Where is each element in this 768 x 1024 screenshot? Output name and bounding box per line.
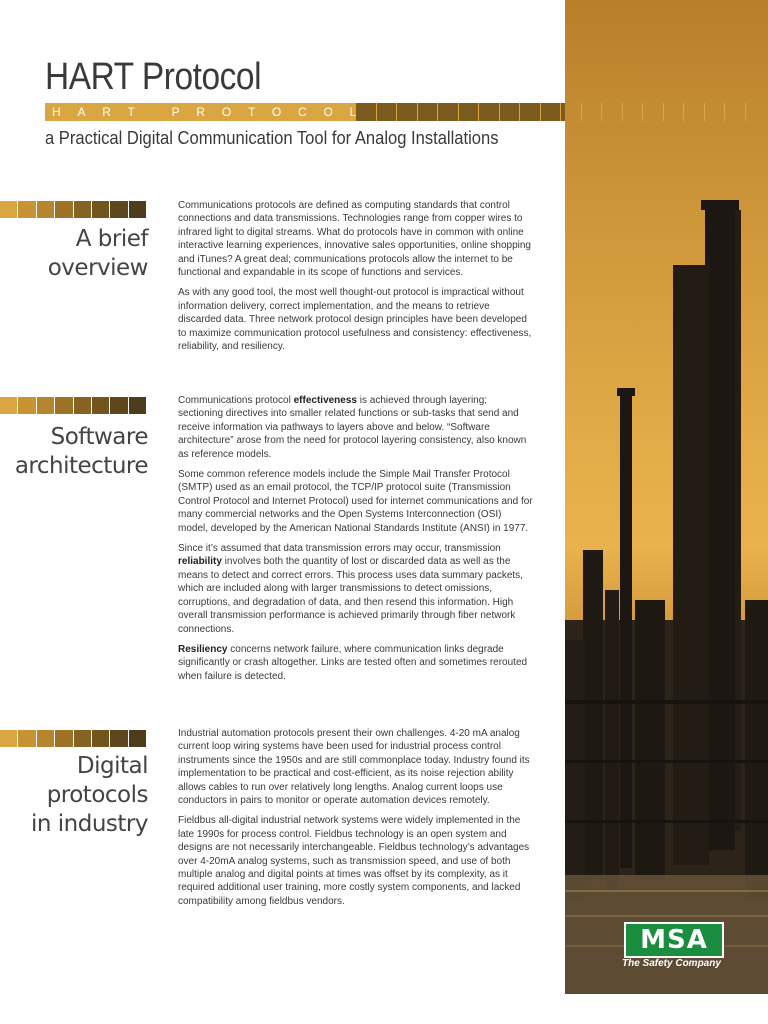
paragraph: Some common reference models include the Simple Mail Transfer Protocol (SMTP) used as an email protocol, the TCP/IP protocol suite (Transmission Control Protocol and Internet Protocol) used for internet communications and for many commercial networks and the Open Systems Interconnection (OSI) model, developed by the American National Standards Institute (ANSI) in 1977. xyxy=(178,469,533,534)
section-heading-software-architecture: Software architecture xyxy=(14,424,148,479)
page-bottom-margin xyxy=(565,994,768,1024)
msa-logo: MSA xyxy=(624,922,724,958)
paragraph: Communications protocols are defined as computing standards that control connections and data transmissions. Technologies range from copper wires to infrared light to digital streams. What do protocols have in common with online interactive learning experiences, innovative sales opportunities, online shopping and iTunes? A great deal; communications protocols allow the internet to be functional and expandable in its scope of functions and services. xyxy=(178,200,531,279)
keyword-effectiveness: effectiveness xyxy=(293,395,357,406)
keyword-reliability: reliability xyxy=(178,556,222,568)
title-bar-squares xyxy=(355,103,765,121)
paragraph: Industrial automation protocols present their own challenges. 4-20 mA analog current loop wiring systems have been used for industrial process control instruments since the 1950s and are still commonplace today. Industry found its implementation to be practical and cost-efficient, as its noise rejection ability allows cables to run over relatively long lengths. Analog current loops use conductors in pairs to monitor or operate automation devices remotely. xyxy=(178,728,530,807)
section-square-bar xyxy=(0,397,147,414)
title-bar-text: HART PROTOCOL xyxy=(52,105,374,119)
paragraph: Resiliency concerns network failure, where communication links degrade significantly or crash altogether. Links are tested often and sometimes rerouted when failure is detected. xyxy=(178,643,528,682)
paragraph: Fieldbus all-digital industrial network systems were widely implemented in the late 1990s for process control. Fieldbus technology is an open system and designs are not necessarily interchangeable. Fieldbus technology’s advantages over 4-20mA analog systems, such as transmission speed, and use of both multiple analog and digital points at times was offset by its complexity, as it required additional user training, more costly system components, and lacked compatibility among fieldbus vendors. xyxy=(178,815,530,907)
keyword-resiliency: Resiliency xyxy=(178,643,228,655)
section-heading-digital-protocols: Digital protocols in industry xyxy=(31,753,148,837)
refinery-silhouette xyxy=(565,0,768,994)
section-heading-overview: A brief overview xyxy=(47,226,148,281)
section-body-overview xyxy=(178,199,533,360)
section-body-digital-protocols xyxy=(178,727,533,915)
page-title: HART Protocol xyxy=(45,56,262,98)
section-square-bar xyxy=(0,201,147,218)
paragraph: As with any good tool, the most well thought-out protocol is impractical without information delivery, correct implementation, and the means to retrieve discarded data. Three network protocol design principles have been developed to maximize communication protocol usefulness and consistency: effectiveness, reliability, and resiliency. xyxy=(178,287,532,353)
refinery-photo xyxy=(565,0,768,994)
page-subtitle: a Practical Digital Communication Tool for Analog Installations xyxy=(45,128,499,148)
paragraph: Since it’s assumed that data transmission errors may occur, transmission reliability involves both the quantity of lost or discarded data as well as the means to detect and correct errors. This process uses data summary packets, which are included along with larger transmissions to detect omissions, corruptions, and degradation of data, and then resend this information. High overall transmission performance is achieved primarily through fiber network connections. xyxy=(178,543,523,635)
paragraph: Communications protocol effectiveness is achieved through layering; sectioning directives into smaller related functions or sub-tasks that send and receive information via pathways to layers above and below. “Software architecture” arose from the need for protocol layering consistency, also known as reference models. xyxy=(178,395,527,460)
section-square-bar xyxy=(0,730,147,747)
msa-tagline: The Safety Company xyxy=(622,958,721,969)
section-body-software-architecture xyxy=(178,394,533,690)
